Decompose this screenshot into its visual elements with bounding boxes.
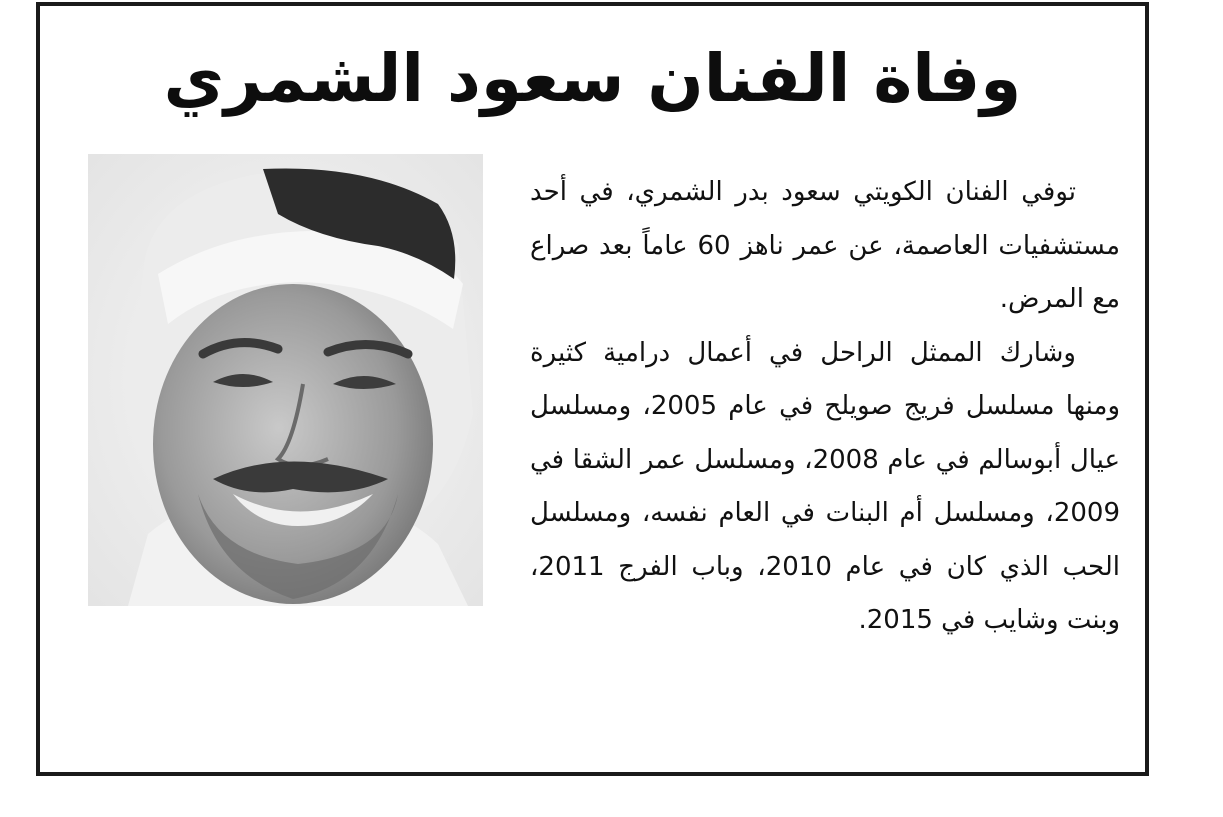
article-paragraph: توفي الفنان الكويتي سعود بدر الشمري، في أحد مستشفيات العاصمة، عن عمر ناهز 60 عاماً بعد صراع مع المرض. [530,177,1120,314]
article-paragraph: وشارك الممثل الراحل في أعمال درامية كثيرة ومنها مسلسل فريج صويلح في عام 2005، ومسلسل عيال أبوسالم في عام 2008، ومسلسل عمر الشقا في 2009، ومسلسل أم البنات في العام نفسه، ومسلسل الحب الذي كان في عام 2010، وباب الفرج 2011، وبنت وشايب في 2015. [530,337,1120,635]
portrait-photo [88,154,483,606]
article-frame [36,2,1149,776]
headline: وفاة الفنان سعود الشمري [163,40,1022,117]
article-body [530,166,1120,648]
